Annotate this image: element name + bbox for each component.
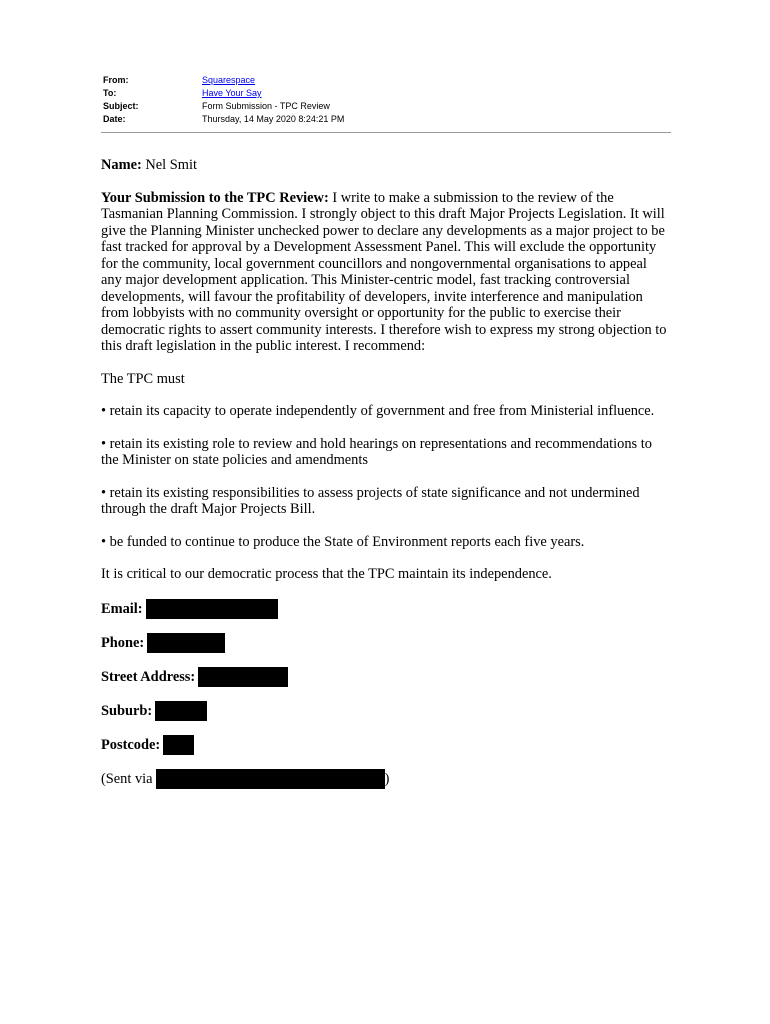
postcode-field [101,735,669,755]
bullet-item: • retain its existing responsibilities to assess projects of state significance and not undermined through the draft Major Projects Bill. [101,484,640,517]
from-label: From: [103,75,129,85]
closing-line: It is critical to our democratic process that the TPC maintain its independence. [101,566,552,582]
redaction-box [198,667,288,687]
header-divider [101,132,671,133]
review-label: Your Submission to the TPC Review: [101,189,329,206]
postcode-label: Postcode: [101,736,161,753]
sent-via-suffix: ) [384,770,390,787]
street-address-field [101,667,669,687]
bullet-item: • be funded to continue to produce the State of Environment reports each five years. [101,533,585,550]
date-label: Date: [103,114,126,124]
redaction-box [146,599,278,619]
phone-field [101,633,669,653]
header-to-row [103,87,344,100]
name-label: Name: [101,157,142,173]
from-link[interactable]: Squarespace [202,75,256,85]
header-date-row [103,113,344,126]
header-subject-row [103,100,344,113]
email-field [101,599,669,619]
bullet-item: • retain its capacity to operate independently of government and free from Ministerial influence. [101,403,655,419]
phone-label: Phone: [101,634,145,651]
redaction-box [155,701,207,721]
name-line [101,157,669,174]
suburb-field [101,701,669,721]
header-from-row [103,74,344,87]
to-label: To: [103,88,117,98]
redaction-box [163,735,194,755]
sent-via-prefix: (Sent via [101,770,153,787]
email-header [103,74,344,126]
redaction-box [156,769,385,789]
sent-via-line [101,769,669,789]
submission-body [101,157,669,803]
tpc-must-line: The TPC must [101,370,185,387]
email-label: Email: [101,600,143,617]
bullet-item: • retain its existing role to review and hold hearings on representations and recommendations to the Minister on state policies and amendments [101,435,652,468]
review-paragraph [101,190,669,355]
subject-value: Form Submission - TPC Review [202,101,330,111]
name-value: Nel Smit [145,157,197,173]
street-label: Street Address: [101,668,196,685]
redaction-box [147,633,225,653]
review-text: I write to make a submission to the review of the Tasmanian Planning Commission. I strongly object to this draft Major Projects Legislation. It will give the Planning Minister unchecked power to declare any developments as a major project to be fast tracked for approval by a Development Assessment Panel. This will exclude the opportunity for the community, local government councillors and nongovernmental organisations to appeal any major development application. This Minister-centric model, fast tracking controversial developments, will favour the profitability of developers, invite interference and manipulation from lobbyists with no community oversight or opportunity for the public to exercise their democratic rights to assert community interests. I therefore wish to express my strong objection to this draft legislation in the public interest. I recommend: [101,189,667,354]
to-link[interactable]: Have Your Say [202,88,262,98]
subject-label: Subject: [103,101,139,111]
suburb-label: Suburb: [101,702,153,719]
date-value: Thursday, 14 May 2020 8:24:21 PM [202,114,345,124]
